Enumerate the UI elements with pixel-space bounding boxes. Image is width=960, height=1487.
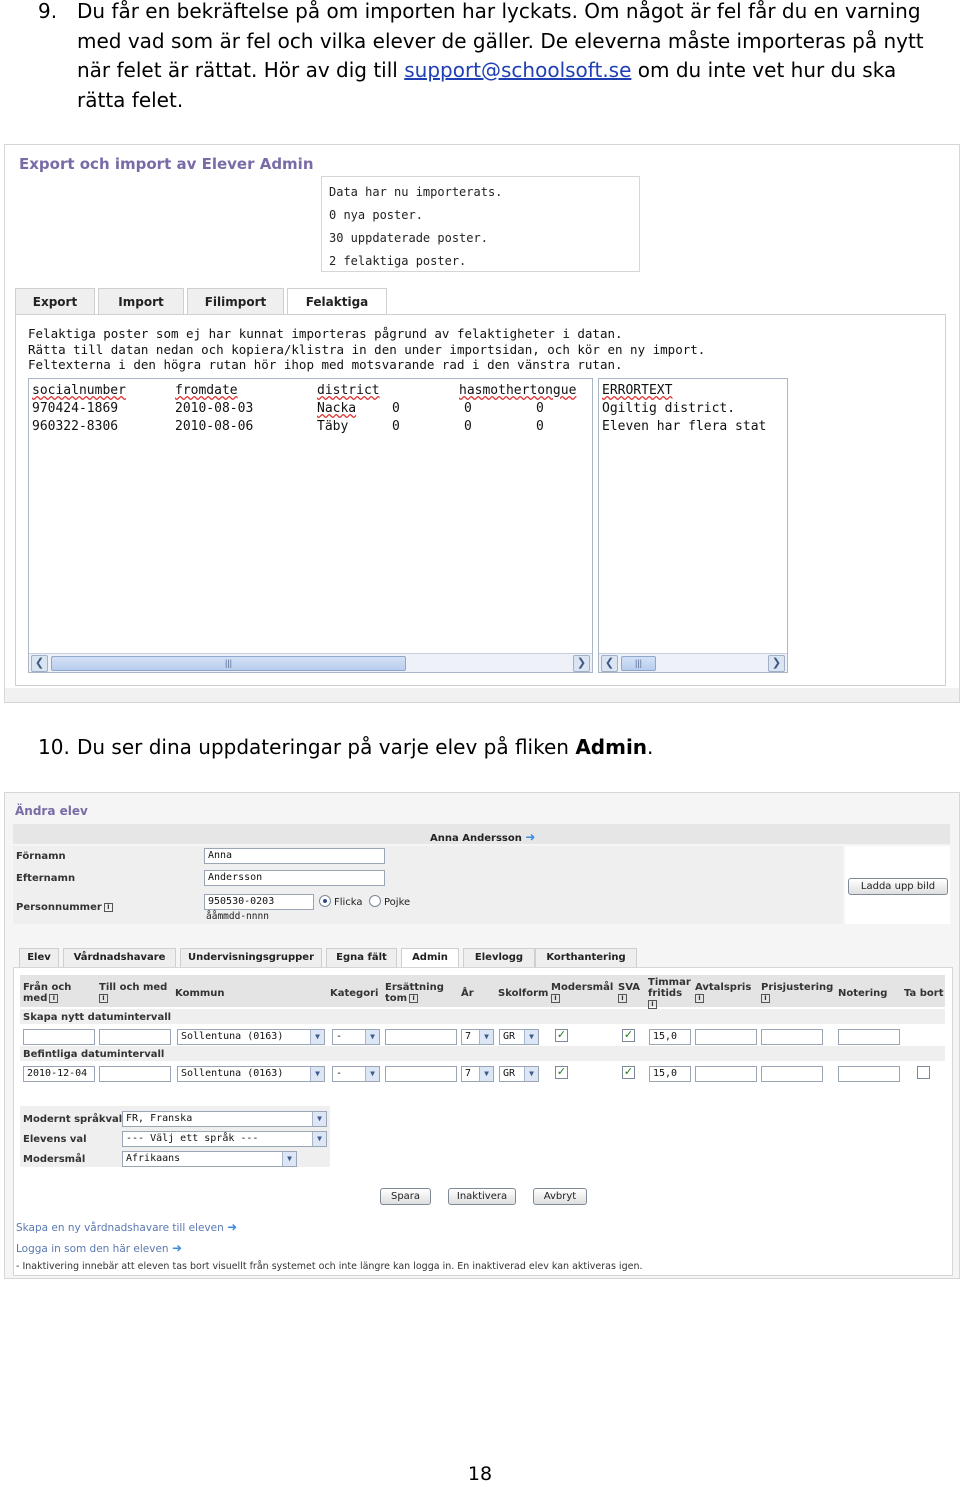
step-10-text: Du ser dina uppdateringar på varje elev på fliken Admin.: [77, 735, 654, 759]
from-date-input[interactable]: [23, 1029, 95, 1045]
chevron-down-icon: ▼: [282, 1152, 296, 1166]
admin-tab-mention: Admin: [575, 735, 648, 759]
from-date-input[interactable]: 2010-12-04: [23, 1066, 95, 1082]
scroll-thumb[interactable]: |||: [621, 656, 656, 671]
tab-korthantering[interactable]: Korthantering: [535, 948, 637, 967]
modern-language-label: Modernt språkval: [23, 1114, 123, 1125]
ar-select[interactable]: 7 ▼: [461, 1066, 494, 1082]
step-9-number: 9.: [38, 0, 58, 23]
horizontal-scrollbar[interactable]: [29, 653, 592, 672]
info-icon: i: [104, 903, 113, 912]
import-screenshot: [4, 144, 960, 703]
personnr-input[interactable]: 950530-0203: [204, 894, 314, 910]
avtalspris-input[interactable]: [695, 1029, 757, 1045]
info-line: Feltexterna i den högra rutan hör ihop med motsvarande rad i den vänstra rutan.: [28, 357, 623, 372]
chevron-down-icon: ▼: [479, 1067, 493, 1081]
tab-egna-falt[interactable]: Egna fält: [326, 948, 397, 967]
tab-elev[interactable]: Elev: [19, 948, 59, 967]
timmar-input[interactable]: 15,0: [649, 1029, 691, 1045]
new-guardian-link[interactable]: Skapa en ny vårdnadshavare till eleven ➜: [16, 1220, 238, 1234]
student-form-area: [13, 846, 843, 924]
support-email-link[interactable]: support@schoolsoft.se: [404, 58, 632, 82]
step-9-line-2: med vad som är fel och vilka elever de gäller. De eleverna måste importeras på nytt: [77, 28, 924, 53]
ersattning-input[interactable]: [385, 1029, 457, 1045]
gender-boy-label: Pojke: [384, 897, 411, 908]
step-9-line-4: rätta felet.: [77, 87, 184, 112]
col-avtalspris: Avtalspris i: [695, 982, 752, 1002]
import-msg-line: 2 felaktiga poster.: [329, 254, 467, 268]
skolform-select[interactable]: GR ▼: [499, 1066, 539, 1082]
mother-tongue-label: Modersmål: [23, 1154, 86, 1165]
data-header-row: socialnumber fromdate district hasmothertongue: [32, 383, 577, 398]
kommun-select[interactable]: Sollentuna (0163) ▼: [177, 1029, 325, 1045]
step-9-text: [77, 0, 947, 115]
save-button[interactable]: Spara: [380, 1188, 431, 1205]
col-to: Till och med i: [99, 982, 168, 1002]
gender-girl-label: Flicka: [334, 897, 363, 908]
upload-photo-button[interactable]: Ladda upp bild: [848, 878, 948, 895]
tab-undervisningsgrupper[interactable]: Undervisningsgrupper: [180, 948, 322, 967]
skolform-select[interactable]: GR ▼: [499, 1029, 539, 1045]
tab-elevlogg[interactable]: Elevlogg: [463, 948, 535, 967]
kategori-select[interactable]: - ▼: [332, 1066, 380, 1082]
data-row: 960322-8306 2010-08-06 Täby 0 0 0: [32, 419, 544, 434]
scroll-right-icon[interactable]: ❯: [768, 655, 785, 672]
login-as-student-link[interactable]: Logga in som den här eleven ➜: [16, 1241, 182, 1255]
arrow-right-icon: ➜: [525, 830, 536, 844]
edit-student-screenshot: [4, 792, 960, 1279]
prisjustering-input[interactable]: [761, 1066, 823, 1082]
tab-export[interactable]: Export: [15, 288, 95, 314]
chevron-down-icon: ▼: [479, 1030, 493, 1044]
inactivation-footnote: - Inaktivering innebär att eleven tas bort visuellt från systemet och inte längre kan logga in. En inaktiverad elev kan aktiveras igen.: [16, 1261, 643, 1272]
chevron-down-icon: ▼: [524, 1067, 538, 1081]
scroll-left-icon[interactable]: ❮: [31, 655, 48, 672]
col-prisjustering: Prisjustering i: [761, 982, 834, 1002]
col-notering: Notering: [838, 988, 888, 999]
lastname-input[interactable]: Andersson: [204, 870, 385, 886]
col-modersmal: Modersmål i: [551, 982, 614, 1002]
step-9-line-3: när felet är rättat. Hör av dig till support@schoolsoft.se om du inte vet hur du ska: [77, 58, 897, 82]
to-date-input[interactable]: [99, 1066, 171, 1082]
step-10-number: 10.: [38, 735, 70, 759]
chevron-down-icon: ▼: [365, 1030, 379, 1044]
chevron-down-icon: ▼: [310, 1030, 324, 1044]
scroll-thumb[interactable]: |||: [51, 656, 406, 671]
kategori-select[interactable]: - ▼: [332, 1029, 380, 1045]
page-number: 18: [467, 1463, 493, 1485]
col-sva: SVA i: [618, 982, 641, 1002]
student-name[interactable]: Anna Andersson ➜: [430, 830, 536, 844]
horizontal-scrollbar[interactable]: [599, 653, 787, 672]
import-tabs: [15, 288, 387, 315]
import-result-box: [321, 176, 640, 272]
edit-page-title: Ändra elev: [15, 804, 88, 818]
tab-import[interactable]: Import: [98, 288, 184, 314]
chevron-down-icon: ▼: [365, 1067, 379, 1081]
existing-interval-label: Befintliga datumintervall: [23, 1049, 165, 1060]
step-9: [0, 0, 960, 117]
info-line: Rätta till datan nedan och kopiera/klistra in den under importsidan, och kör en ny import.: [28, 341, 706, 357]
student-choice-select[interactable]: --- Välj ett språk --- ▼: [122, 1131, 327, 1147]
tab-felaktiga[interactable]: Felaktiga: [287, 288, 387, 315]
ersattning-input[interactable]: [385, 1066, 457, 1082]
student-choice-label: Elevens val: [23, 1134, 87, 1145]
chevron-down-icon: ▼: [312, 1112, 326, 1126]
step-9-line-1: Du får en bekräftelse på om importen har lyckats. Om något är fel får du en varning: [77, 0, 921, 23]
scroll-right-icon[interactable]: ❯: [573, 655, 590, 672]
lastname-label: Efternamn: [16, 873, 76, 884]
personnr-label: Personnummer i: [16, 902, 113, 913]
mother-tongue-select[interactable]: Afrikaans ▼: [122, 1151, 297, 1167]
import-msg-line: 0 nya poster.: [329, 208, 423, 222]
modern-language-select[interactable]: FR, Franska ▼: [122, 1111, 327, 1127]
to-date-input[interactable]: [99, 1029, 171, 1045]
personnr-hint: ååmmdd-nnnn: [206, 911, 269, 922]
ar-select[interactable]: 7 ▼: [461, 1029, 494, 1045]
errortext-row: Ogiltig district.: [602, 401, 736, 416]
error-info-text: [28, 326, 705, 373]
col-from: Från och med i: [23, 982, 72, 1004]
timmar-input[interactable]: 15,0: [649, 1066, 691, 1082]
tab-vardnadshavare[interactable]: Vårdnadshavare: [63, 948, 176, 967]
arrow-right-icon: ➜: [227, 1220, 238, 1234]
tab-filimport[interactable]: Filimport: [187, 288, 284, 314]
col-tabort: Ta bort: [904, 988, 944, 999]
chevron-down-icon: ▼: [312, 1132, 326, 1146]
cancel-button[interactable]: Avbryt: [533, 1188, 587, 1205]
inactivate-button[interactable]: Inaktivera: [448, 1188, 516, 1205]
col-timmar: Timmar fritids i: [648, 977, 691, 1008]
chevron-down-icon: ▼: [524, 1030, 538, 1044]
notering-input[interactable]: [838, 1066, 900, 1082]
import-msg-line: 30 uppdaterade poster.: [329, 231, 488, 245]
data-row: 970424-1869 2010-08-03 Nacka 0 0 0: [32, 401, 544, 416]
firstname-input[interactable]: Anna: [204, 848, 385, 864]
errortext-row: Eleven har flera stat: [602, 419, 767, 434]
error-data-textarea[interactable]: [28, 378, 593, 673]
firstname-label: Förnamn: [16, 851, 66, 862]
notering-input[interactable]: [838, 1029, 900, 1045]
col-kommun: Kommun: [175, 988, 225, 999]
col-kategori: Kategori: [330, 988, 379, 999]
scroll-left-icon[interactable]: ❮: [601, 655, 618, 672]
import-page-title: Export och import av Elever Admin: [19, 155, 314, 173]
prisjustering-input[interactable]: [761, 1029, 823, 1045]
error-text-textarea[interactable]: [598, 378, 788, 673]
sva-checkbox[interactable]: ✓: [623, 1066, 634, 1078]
avtalspris-input[interactable]: [695, 1066, 757, 1082]
step-10: [0, 733, 960, 763]
col-skolform: Skolform: [498, 988, 549, 999]
modersmal-checkbox[interactable]: ✓: [556, 1066, 567, 1078]
info-line: Felaktiga poster som ej har kunnat importeras pågrund av felaktigheter i datan.: [28, 326, 623, 341]
import-msg-line: Data har nu importerats.: [329, 185, 503, 199]
new-interval-label: Skapa nytt datumintervall: [23, 1012, 172, 1023]
tab-admin[interactable]: Admin: [401, 948, 459, 968]
modersmal-checkbox[interactable]: ✓: [556, 1029, 567, 1041]
kommun-select[interactable]: Sollentuna (0163) ▼: [177, 1066, 325, 1082]
col-ersattning: Ersättning tom i: [385, 982, 444, 1004]
chevron-down-icon: ▼: [310, 1067, 324, 1081]
sva-checkbox[interactable]: ✓: [623, 1029, 634, 1041]
delete-checkbox[interactable]: [917, 1066, 930, 1079]
errortext-header: ERRORTEXT: [602, 383, 673, 398]
gender-girl-radio[interactable]: [319, 895, 331, 907]
col-ar: År: [461, 988, 474, 999]
arrow-right-icon: ➜: [171, 1241, 182, 1255]
gender-boy-radio[interactable]: [369, 895, 381, 907]
felaktiga-panel: [15, 314, 946, 686]
